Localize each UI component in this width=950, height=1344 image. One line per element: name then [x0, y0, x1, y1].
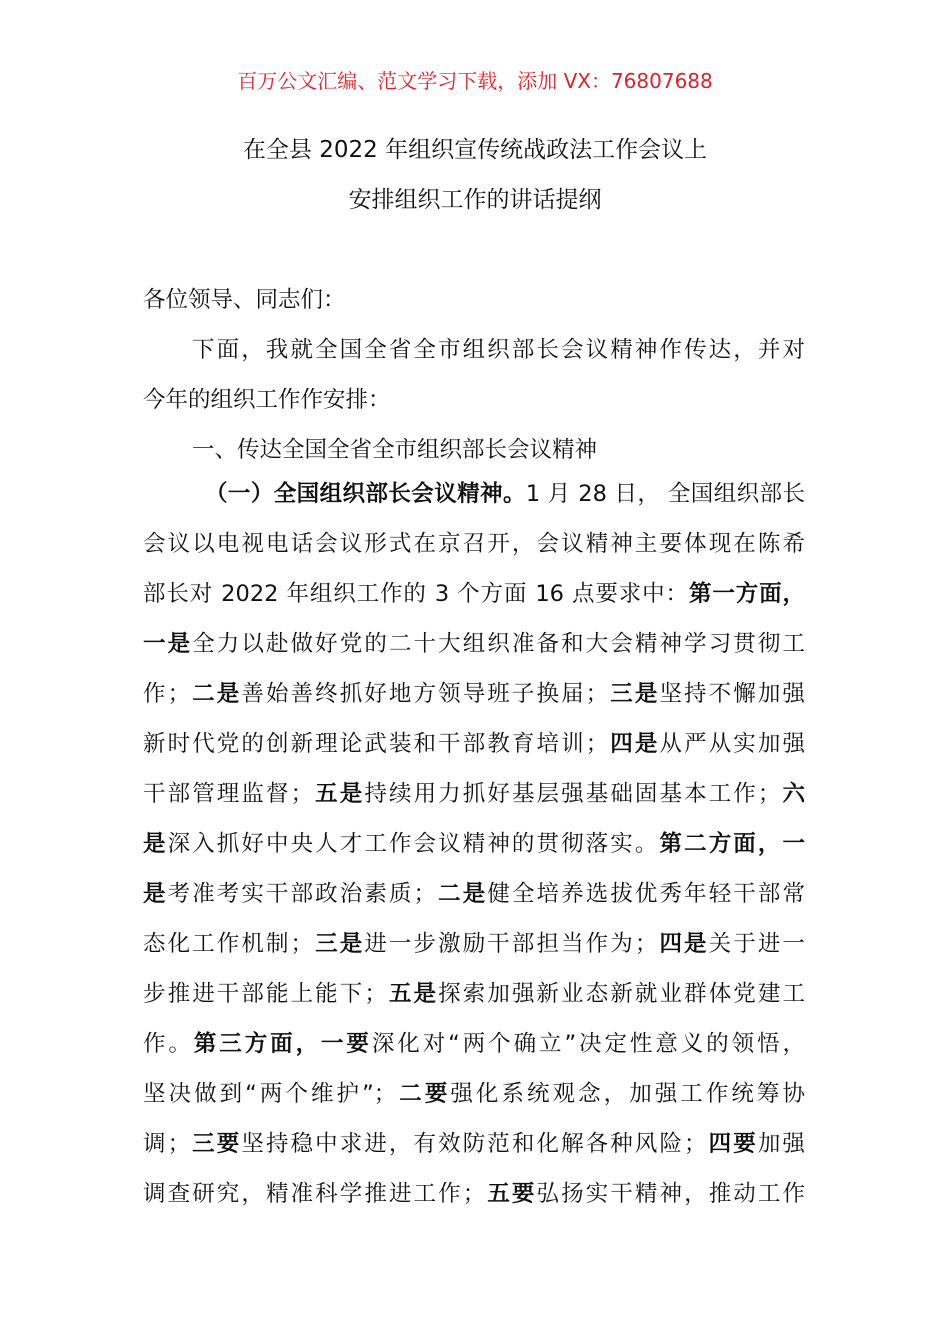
document-title-line-1: 在全县 2022 年组织宣传统战政法工作会议上	[242, 137, 708, 163]
bold-text-segment: 第二方面，一	[659, 831, 805, 857]
bold-text-segment: 第一方面，	[688, 581, 805, 607]
text-segment: 进一步激励干部担当作为；	[364, 931, 658, 957]
bold-text-segment: 五要	[485, 1181, 537, 1207]
text-line	[143, 325, 805, 375]
bold-text-segment: 是	[143, 881, 168, 907]
text-line	[143, 375, 805, 425]
text-segment: 步推进干部能上能下；	[143, 981, 387, 1007]
text-line	[143, 969, 805, 1019]
text-line	[143, 669, 805, 719]
text-line	[143, 719, 805, 769]
text-line	[143, 1019, 805, 1069]
text-segment: 持续用力抓好基层强基础固基本工作；	[364, 781, 781, 807]
text-segment: 强化系统观念，加强工作统筹协	[450, 1081, 805, 1107]
text-line	[143, 769, 805, 819]
document-intro	[143, 275, 805, 475]
text-segment: 各位领导、同志们：	[143, 287, 346, 313]
bold-text-segment: 三要	[190, 1131, 242, 1157]
text-segment: 善始善终抓好地方领导班子换届；	[241, 681, 609, 707]
watermark-contact: 百万公文汇编、范文学习下载，添加 VX：76807688	[237, 69, 713, 93]
text-line	[143, 819, 805, 869]
text-segment: 坚决做到“两个维护”；	[143, 1081, 397, 1107]
text-segment: 作；	[143, 681, 191, 707]
text-segment: 坚持不懈加强	[659, 681, 805, 707]
bold-text-segment: 二要	[396, 1081, 451, 1107]
text-line	[143, 869, 805, 919]
text-segment: 作。	[143, 1031, 194, 1057]
text-line	[143, 425, 805, 475]
text-line	[143, 919, 805, 969]
text-segment: 深化对“两个确立”决定性意义的领悟，	[371, 1031, 805, 1057]
text-line	[143, 619, 805, 669]
bold-text-segment: 四是	[608, 731, 660, 757]
text-line	[143, 1119, 805, 1169]
text-segment: 部长对 2022 年组织工作的 3 个方面 16 点要求中：	[143, 581, 689, 607]
text-segment: 健全培养选拔优秀年轻干部常	[487, 881, 805, 907]
bold-text-segment: 三是	[313, 931, 365, 957]
text-segment: 态化工作机制；	[143, 931, 314, 957]
bold-text-segment: 是	[143, 831, 168, 857]
text-segment: 新时代党的创新理论武装和干部教育培训；	[143, 731, 609, 757]
bold-text-segment: （一）全国组织部长会议精神。	[205, 481, 526, 507]
text-line	[143, 1169, 805, 1219]
text-line	[143, 275, 805, 325]
text-line	[143, 519, 805, 569]
bold-text-segment: 五是	[313, 781, 365, 807]
document-title-line-2: 安排组织工作的讲话提纲	[348, 187, 602, 213]
text-segment: 一、传达全国全省全市组织部长会议精神	[192, 437, 598, 463]
bold-text-segment: 三是	[608, 681, 660, 707]
text-segment: 深入抓好中央人才工作会议精神的贯彻落实。	[167, 831, 660, 857]
text-segment: 调；	[143, 1131, 191, 1157]
text-segment: 1 月 28 日， 全国组织部长	[525, 481, 805, 507]
text-segment: 今年的组织工作作安排：	[143, 387, 391, 413]
text-segment: 会议以电视电话会议形式在京召开，会议精神主要体现在陈希	[143, 531, 805, 557]
text-segment: 全力以赴做好党的二十大组织准备和大会精神学习贯彻工	[192, 631, 805, 657]
bold-text-segment: 第三方面，一要	[193, 1031, 372, 1057]
text-segment: 下面，我就全国全省全市组织部长会议精神作传达，并对	[192, 337, 805, 363]
text-segment: 关于进一	[708, 931, 805, 957]
text-segment: 加强	[757, 1131, 805, 1157]
bold-text-segment: 五是	[386, 981, 439, 1007]
document-body	[143, 469, 805, 1219]
text-segment: 调查研究，精准科学推进工作；	[143, 1181, 486, 1207]
bold-text-segment: 六	[780, 781, 805, 807]
bold-text-segment: 一是	[143, 631, 193, 657]
bold-text-segment: 二是	[436, 881, 488, 907]
text-line	[143, 469, 805, 519]
text-segment: 坚持稳中求进，有效防范和化解各种风险；	[241, 1131, 707, 1157]
text-line	[143, 1069, 805, 1119]
bold-text-segment: 二是	[190, 681, 242, 707]
text-segment: 干部管理监督；	[143, 781, 314, 807]
text-line	[143, 569, 805, 619]
text-segment: 考准考实干部政治素质；	[167, 881, 437, 907]
text-segment: 弘扬实干精神，推动工作	[536, 1181, 805, 1207]
bold-text-segment: 四要	[706, 1131, 758, 1157]
bold-text-segment: 四是	[657, 931, 709, 957]
text-segment: 探索加强新业态新就业群体党建工	[438, 981, 805, 1007]
text-segment: 从严从实加强	[659, 731, 805, 757]
